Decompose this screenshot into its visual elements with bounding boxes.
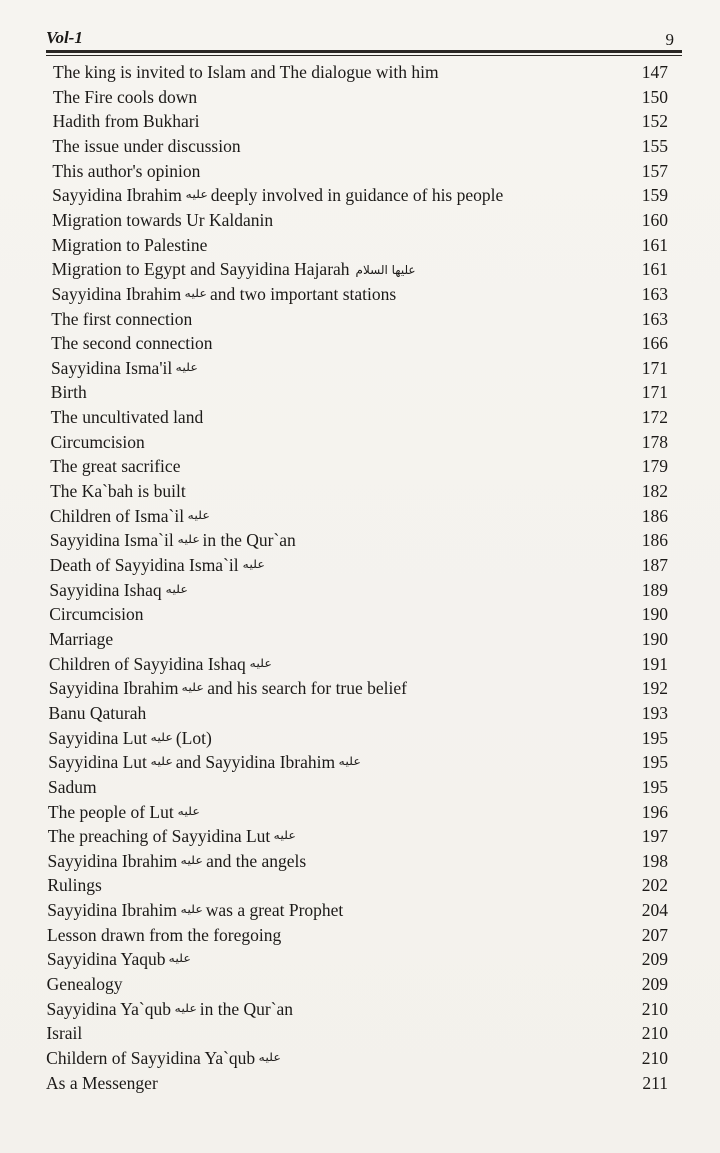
toc-entry (0, 109, 720, 133)
toc-entry-title-text: The king is invited to Islam and The dialogue with him (53, 62, 439, 82)
alayhis-salam-mark: عليه (182, 681, 205, 695)
toc-entry-title (48, 824, 295, 848)
toc-entry-title-text: Children of Sayyidina Ishaq (48, 653, 246, 674)
toc-entry-title (49, 578, 186, 602)
toc-entry-page: 157 (641, 160, 668, 181)
toc-entry (0, 85, 720, 109)
toc-entry (0, 873, 720, 897)
toc-entry-title (52, 183, 503, 207)
toc-entry-title-text: Sayyidina Ibrahim (48, 678, 179, 699)
toc-entry-title-text: Circumcision (50, 431, 145, 452)
alayhis-salam-mark: عليه (175, 360, 199, 374)
toc-entry-page: 210 (641, 1023, 668, 1044)
toc-entry-title (47, 997, 294, 1021)
toc-entry-title-continuation: and his search for true belief (202, 678, 407, 699)
toc-entry-title (46, 1071, 158, 1095)
toc-entry-page: 186 (641, 505, 668, 526)
toc-entry-title-text: Sayyidina Ya`qub (46, 998, 171, 1019)
toc-entry-title (53, 60, 439, 84)
toc-entry (0, 454, 720, 478)
toc-entry-page: 187 (641, 555, 668, 575)
toc-entry-page: 163 (641, 283, 668, 304)
toc-entry-title-text: The people of Lut (47, 801, 174, 822)
toc-entry-title-continuation: was a great Prophet (201, 900, 344, 921)
toc-entry-page: 197 (641, 826, 668, 847)
toc-entry-title (52, 159, 200, 183)
alayhis-salam-mark: عليه (150, 730, 173, 744)
toc-entry (0, 602, 720, 626)
toc-entry-page: 195 (641, 776, 668, 797)
alayhis-salam-mark: عليه (165, 582, 188, 596)
toc-entry-page: 210 (641, 1048, 668, 1068)
toc-entry-page: 160 (641, 209, 668, 230)
toc-entry-title-continuation: in the Qur`an (198, 530, 296, 551)
toc-entry-title-text: The second connection (51, 333, 213, 354)
toc-entry-title-text: The preaching of Sayyidina Lut (47, 826, 271, 847)
toc-entry-title (52, 208, 273, 232)
toc-entry (0, 1046, 720, 1070)
alayhis-salam-mark: عليه (187, 508, 210, 522)
alayhis-salam-mark: عليه (249, 656, 272, 670)
toc-entry-page: 195 (641, 727, 668, 748)
toc-entry (0, 627, 720, 651)
toc-entry-title (51, 307, 192, 331)
toc-entry-page: 191 (641, 653, 668, 674)
toc-entry-title-text: Migration to Palestine (51, 234, 208, 255)
toc-entry (0, 800, 720, 824)
toc-entry-page: 204 (641, 900, 668, 921)
toc-entry-title (47, 923, 281, 947)
toc-entry-title-text: Israil (46, 1023, 83, 1044)
toc-entry-title-continuation: and Sayyidina Ibrahim (171, 752, 336, 773)
toc-entry-title (49, 602, 143, 626)
toc-entry-title-continuation: and the angels (201, 850, 307, 871)
toc-entry (0, 430, 720, 454)
toc-entry (0, 849, 720, 873)
toc-entry-title-text: Marriage (49, 628, 114, 649)
toc-entry-page: 155 (641, 135, 668, 156)
toc-entry-title-text: Childern of Sayyidina Ya`qub (46, 1048, 256, 1068)
toc-entry-title (46, 1046, 282, 1070)
toc-entry-page: 209 (641, 974, 668, 995)
toc-entry (0, 405, 720, 429)
toc-entry (0, 898, 720, 922)
toc-entry-title (50, 504, 209, 528)
toc-entry-title (51, 282, 396, 306)
toc-entry (0, 60, 720, 84)
toc-entry (0, 504, 720, 528)
toc-entry-page: 161 (641, 234, 668, 255)
toc-entry-title (47, 947, 190, 971)
toc-entry (0, 331, 720, 355)
toc-entry-title-text: Death of Sayyidina Isma`il (49, 555, 239, 575)
toc-entry-page: 210 (641, 998, 668, 1019)
toc-entry-title-text: Lesson drawn from the foregoing (47, 924, 282, 945)
toc-entry (0, 479, 720, 503)
toc-entry-title-text: Sayyidina Ishaq (49, 579, 162, 600)
toc-entry-title-text: Banu Qaturah (48, 702, 147, 723)
toc-entry-title (47, 898, 343, 922)
toc-entry-title (52, 134, 240, 158)
toc-entry-title-text: The Ka`bah is built (50, 481, 186, 502)
toc-entry (0, 528, 720, 552)
toc-entry-page: 150 (641, 86, 668, 107)
toc-entry-page: 159 (641, 185, 668, 206)
toc-entry-title-text: Children of Isma`il (49, 505, 185, 526)
toc-entry (0, 972, 720, 996)
toc-entry-title (48, 726, 211, 750)
toc-entry-page: 207 (641, 924, 668, 945)
toc-entry (0, 553, 720, 577)
toc-entry-title-text: Sayyidina Lut (48, 727, 148, 748)
toc-entry (0, 307, 720, 331)
toc-entry (0, 997, 720, 1021)
toc-entry-title (47, 873, 101, 897)
toc-entry (0, 233, 720, 257)
toc-entry (0, 923, 720, 947)
toc-entry-title-text: Sayyidina Yaqub (46, 949, 166, 970)
alayhis-salam-mark: عليه (180, 853, 204, 867)
toc-entry-title-text: Sayyidina Ibrahim (51, 283, 182, 304)
toc-entry (0, 208, 720, 232)
toc-entry-title-text: Sayyidina Ibrahim (47, 900, 177, 921)
toc-entry (0, 257, 720, 281)
toc-entry-title-text: The first connection (51, 308, 193, 329)
toc-entry-title (51, 380, 87, 404)
toc-entry-title-text: Circumcision (49, 604, 144, 625)
toc-entry-title-text: Migration towards Ur Kaldanin (51, 209, 274, 230)
toc-entry-page: 171 (641, 357, 668, 378)
toc-entry (0, 750, 720, 774)
alayhis-salam-mark: عليه (184, 286, 208, 300)
toc-entry-title-text: The uncultivated land (50, 407, 204, 428)
toc-entry-page: 179 (641, 456, 668, 477)
toc-entry (0, 676, 720, 700)
toc-entry-title-text: Sadum (48, 776, 97, 797)
toc-entry-title (49, 627, 113, 651)
toc-entry-page: 192 (641, 678, 668, 699)
toc-entry-title (49, 701, 147, 725)
alayhis-salam-mark: عليه (177, 804, 200, 818)
alayhis-salam-mark: عليه (174, 1001, 197, 1015)
toc-entry-page: 196 (641, 801, 668, 822)
toc-entry-page: 186 (641, 530, 668, 551)
toc-entry (0, 652, 720, 676)
toc-entry-title (51, 405, 204, 429)
toc-entry-page: 189 (641, 579, 668, 600)
toc-entry (0, 183, 720, 207)
alayhis-salam-mark: عليه (242, 558, 265, 571)
alayha-salam-mark: عليها السلام (355, 263, 416, 278)
toc-entry (0, 578, 720, 602)
toc-entry-page: 211 (642, 1072, 668, 1093)
toc-entry-title (51, 331, 212, 355)
alayhis-salam-mark: عليه (169, 952, 192, 966)
alayhis-salam-mark: عليه (180, 903, 203, 917)
toc-entry-title-text: The issue under discussion (52, 135, 241, 156)
alayhis-salam-mark: عليه (185, 188, 208, 202)
toc-entry-title-text: Genealogy (46, 974, 123, 995)
toc-entry-page: 202 (641, 875, 668, 896)
toc-entry-page: 152 (641, 111, 668, 132)
toc-entry (0, 159, 720, 183)
toc-entry-title-text: Sayyidina Lut (48, 752, 147, 773)
toc-entry-title (50, 454, 180, 478)
toc-entry-title-text: As a Messenger (46, 1072, 158, 1093)
toc-entry-title-text: The Fire cools down (52, 86, 198, 107)
toc-entry-title (46, 1021, 82, 1045)
toc-entry-title-text: Sayyidina Isma`il (49, 530, 174, 551)
toc-entry-title-text: Sayyidina Ibrahim (47, 850, 178, 871)
toc-entry-page: 171 (641, 382, 668, 403)
toc-entry-page: 190 (641, 628, 668, 649)
toc-entry (0, 726, 720, 750)
toc-entry-page: 172 (641, 407, 668, 428)
toc-entry-page: 209 (641, 949, 668, 970)
toc-entry (0, 380, 720, 404)
toc-entry-title-continuation: deeply involved in guidance of his people (206, 185, 504, 206)
toc-entry-title (52, 257, 416, 282)
toc-entry-page: 178 (641, 431, 668, 452)
page-number: 9 (665, 30, 674, 49)
toc-entry-page: 182 (641, 481, 668, 502)
alayhis-salam-mark: عليه (177, 533, 200, 547)
toc-entry-page: 161 (641, 259, 668, 280)
toc-entry-title (50, 553, 263, 577)
toc-entry-title-text: Hadith from Bukhari (52, 111, 200, 132)
toc-entry (0, 282, 720, 306)
alayhis-salam-mark: عليه (273, 829, 297, 843)
toc-entry (0, 775, 720, 799)
toc-entry-page: 198 (641, 850, 668, 871)
toc-entry (0, 947, 720, 971)
toc-entry-title (50, 528, 296, 552)
toc-entry-title (48, 750, 359, 774)
volume-label: Vol-1 (46, 28, 83, 47)
toc-entry-page: 195 (641, 752, 668, 773)
toc-entry-title (48, 800, 198, 824)
toc-entry-title-continuation: (Lot) (171, 727, 212, 748)
toc-entry-title-text: Migration to Egypt and Sayyidina Hajarah (51, 259, 350, 280)
toc-entry-title (48, 775, 97, 799)
toc-entry (0, 701, 720, 725)
toc-entry-title (50, 479, 186, 503)
toc-entry (0, 824, 720, 848)
toc-entry-title (52, 233, 208, 257)
toc-entry-title-text: Sayyidina Isma'il (50, 357, 173, 378)
toc-entry-title-text: This author's opinion (52, 160, 201, 181)
toc-entry (0, 1021, 720, 1045)
alayhis-salam-mark: عليه (150, 755, 173, 769)
toc-entry-page: 166 (641, 333, 668, 354)
toc-entry-title (47, 972, 123, 996)
toc-entry-title-text: The great sacrifice (50, 456, 181, 477)
toc-entry (0, 356, 720, 380)
toc-entry (0, 134, 720, 158)
toc-entry-title (48, 849, 307, 873)
toc-entry-title-continuation: in the Qur`an (195, 998, 294, 1019)
toc-entry-title (53, 109, 200, 133)
toc-entry (0, 1071, 720, 1095)
toc-entry-title (53, 85, 197, 109)
toc-entry-title (51, 356, 197, 380)
toc-entry-title (50, 430, 144, 454)
toc-entry-title-continuation: and two important stations (205, 283, 397, 304)
toc-entry-page: 147 (641, 62, 668, 82)
toc-entry-title-text: Birth (50, 382, 87, 403)
toc-entry-title (49, 652, 270, 676)
toc-entry-title-text: Rulings (47, 875, 102, 896)
alayhis-salam-mark: عليه (338, 755, 361, 769)
alayhis-salam-mark: عليه (258, 1051, 282, 1064)
toc-entry-page: 193 (641, 702, 668, 723)
toc-entry-page: 163 (641, 308, 668, 329)
toc-entry-title (49, 676, 407, 700)
toc-entry-title-text: Sayyidina Ibrahim (52, 185, 182, 206)
toc-entry-page: 190 (641, 604, 668, 625)
